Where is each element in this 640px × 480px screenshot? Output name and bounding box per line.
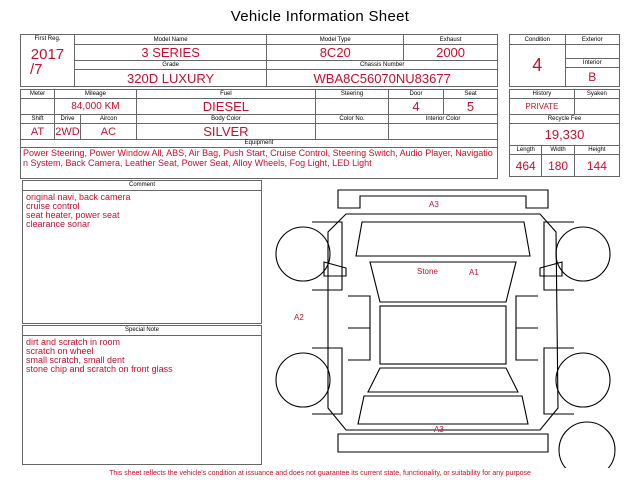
color-no-value [316,124,389,140]
comment-line: clearance sonar [26,219,91,229]
width-value: 180 [542,155,574,177]
special-note-list [23,336,261,376]
height-value: 144 [574,155,619,177]
right-front-fender-outline [544,222,574,290]
rear-window-outline [368,368,518,392]
meter-value [21,99,55,115]
disclaimer-footer: This sheet reflects the vehicle's condition at issuance and does not guarantee its current state, functionality, or suitability for any purpose [109,470,531,477]
equipment-label: Equipment [244,140,274,146]
sheet-title: Vehicle Information Sheet [230,8,410,25]
spare-wheel-icon [559,422,615,468]
roof-outline [380,306,506,364]
aircon-value: AC [81,124,137,140]
condition-table [509,34,620,87]
aircon-label: Aircon [99,116,117,122]
fuel-value: DIESEL [136,99,315,115]
first-reg-month: /7 [30,61,43,78]
model-name-value: 3 SERIES [74,45,266,61]
mark-stone: Stone [417,267,438,276]
steering-value [316,99,389,115]
comment-label: Comment [23,181,261,191]
seat-value: 5 [444,99,498,115]
left-mirror-icon [324,262,346,276]
mark-a1: A1 [469,268,479,277]
length-label: Length [516,147,535,153]
front-right-wheel-icon [556,227,610,281]
trunk-outline [358,396,528,424]
door-value: 4 [389,99,444,115]
special-note-line: scratch on wheel [26,346,94,356]
rear-right-wheel-icon [556,353,610,407]
shift-value: AT [21,124,55,140]
right-rear-fender-outline [544,348,574,414]
exterior-value [565,45,619,59]
width-label: Width [550,147,566,153]
front-left-wheel-icon [276,227,330,281]
history-value: PRIVATE [510,99,575,115]
history-table [509,89,620,177]
mileage-label: Mileage [84,91,106,97]
special-note-box [22,325,262,465]
comment-line: seat heater, power seat [26,210,120,220]
hood-outline [356,222,530,256]
special-note-line: stone chip and scratch on front glass [26,364,173,374]
mark-top: A3 [429,200,439,209]
body-color-label: Body Color [211,116,241,122]
door-label: Door [409,91,423,97]
front-bumper-outline [338,190,548,208]
mark-bottom: A3 [434,425,444,434]
exterior-label: Exterior [581,36,603,43]
comment-line: original navi, back camera [26,192,131,202]
right-mirror-icon [540,262,562,276]
height-label: Height [588,147,606,153]
model-type-label: Model Type [319,36,351,43]
meter-label: Meter [29,91,46,97]
first-reg-year: 2017 [30,46,65,63]
special-note-label: Special Note [23,326,261,336]
equipment-value: Power Steering, Power Window All, ABS, Air Bag, Push Start, Cruise Control, Steering Switch, Audio Player, Navigation System, Back Camera, Leather Seat, Power Seat, Alloy Wheels, Fog Light, LED Light [23,148,493,168]
body-color-value: SILVER [136,124,315,140]
grade-value: 320D LUXURY [74,70,266,87]
model-info-table [20,34,498,87]
model-type-value: 8C20 [267,45,404,61]
comment-line: cruise control [26,201,80,211]
chassis-number-value: WBA8C56070NU83677 [267,70,498,87]
first-reg-cell [21,35,75,87]
history-label: History [532,91,552,97]
interior-color-label: Interior Color [425,116,461,122]
special-note-line: dirt and scratch in room [26,337,121,347]
rear-bumper-outline [338,434,548,452]
chassis-number-label: Chassis Number [360,62,405,68]
drive-label: Drive [60,116,75,122]
condition-label: Condition [524,36,550,43]
comment-list [23,191,261,231]
seat-label: Seat [464,91,477,97]
left-rear-fender-outline [312,348,342,414]
mileage-value: 84,000 KM [55,99,137,115]
length-value: 464 [510,155,542,177]
mark-a2: A2 [294,313,304,322]
condition-value: 4 [510,45,566,87]
grade-label: Grade [162,62,179,68]
interior-label: Interior [582,60,602,66]
comment-box [22,180,262,324]
rear-left-wheel-icon [276,353,330,407]
fuel-label: Fuel [220,91,232,97]
exhaust-value: 2000 [404,45,498,61]
interior-color-value [389,124,498,140]
first-reg-label: First Reg. [34,36,61,42]
exhaust-label: Exhaust [439,36,462,43]
color-no-label: Color No. [339,116,365,122]
interior-value: B [565,68,619,87]
car-damage-diagram [266,178,620,468]
left-front-fender-outline [312,222,342,290]
specs-table [20,89,498,179]
recycle-fee-label: Recycle Fee [547,116,582,122]
syaken-value [574,99,619,115]
special-note-line: small scratch, small dent [26,355,125,365]
car-body-outline [328,214,558,430]
shift-label: Shift [31,116,44,122]
recycle-fee-value: 19,330 [510,124,620,146]
windshield-outline [370,262,516,302]
steering-label: Steering [340,91,364,97]
drive-value: 2WD [55,125,80,138]
syaken-label: Syaken [586,91,607,97]
model-name-label: Model Name [153,36,188,43]
